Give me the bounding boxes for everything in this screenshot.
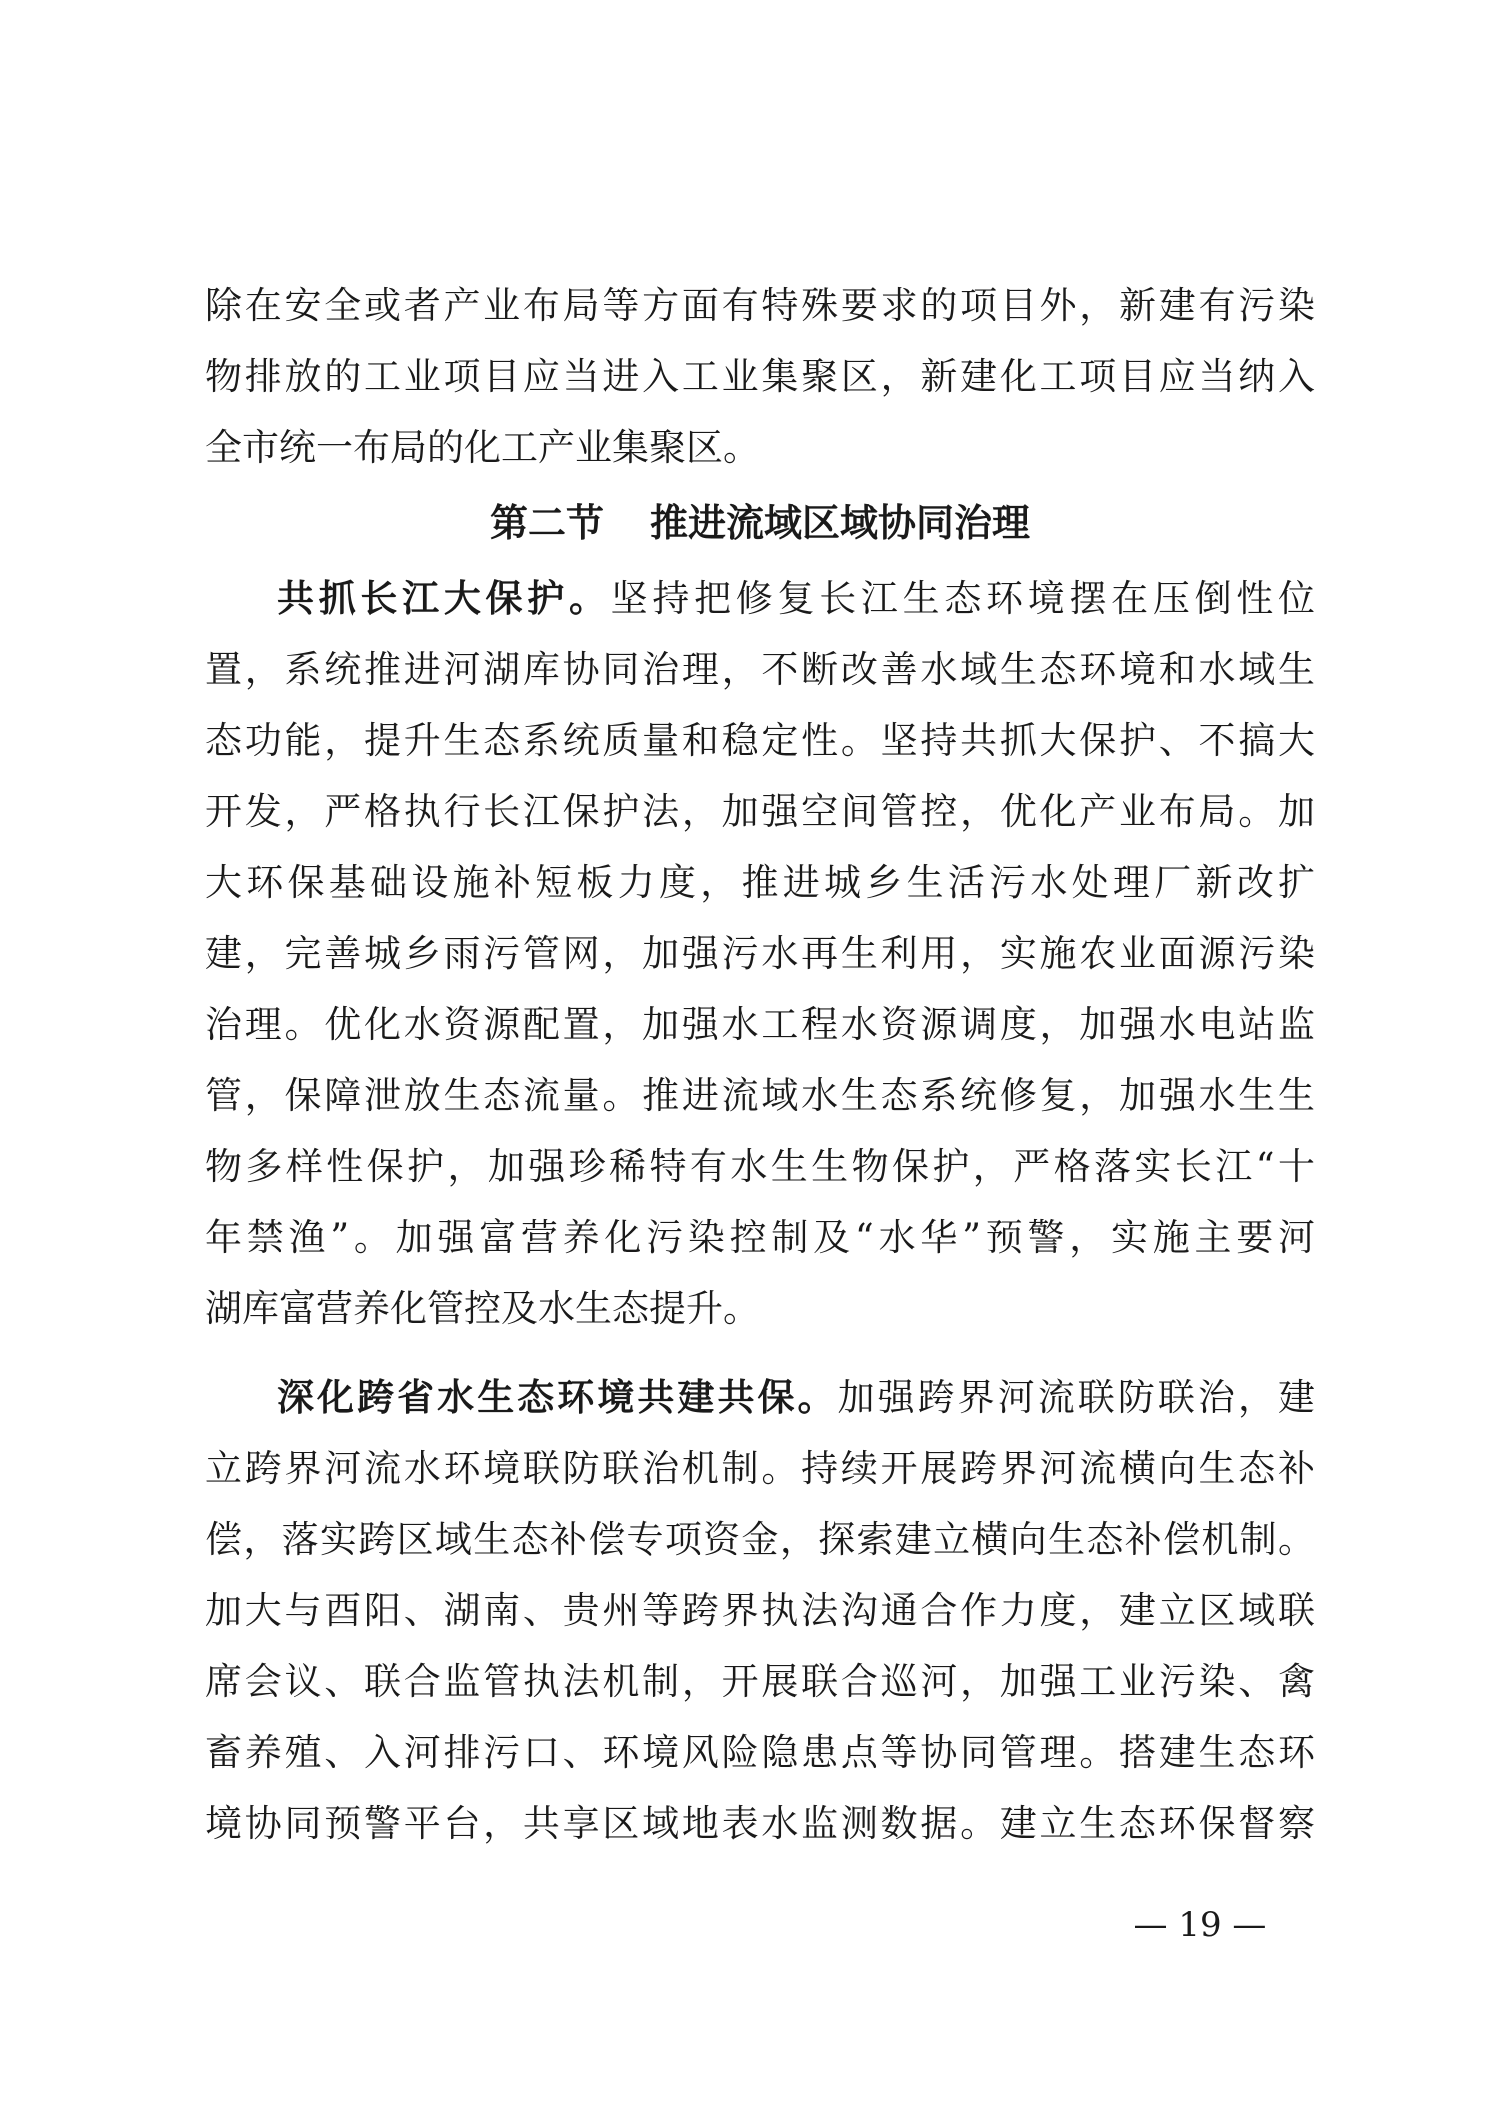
section-heading — [205, 483, 1315, 563]
text-line — [205, 563, 1315, 634]
paragraph-crossprovincial — [205, 1362, 1315, 1859]
paragraph-lead: 共抓长江大保护。 — [277, 577, 611, 620]
text-line: 席会议、联合监管执法机制，开展联合巡河，加强工业污染、禽 — [205, 1660, 1315, 1703]
text-line: 畜养殖、入河排污口、环境风险隐患点等协同管理。搭建生态环 — [205, 1731, 1315, 1774]
section-number: 第二节 — [489, 501, 604, 545]
text-line: 物排放的工业项目应当进入工业集聚区，新建化工项目应当纳入 — [205, 355, 1315, 398]
paragraph-intro — [205, 270, 1315, 483]
text-line: 湖库富营养化管控及水生态提升。 — [205, 1287, 760, 1330]
text-line: 境协同预警平台，共享区域地表水监测数据。建立生态环保督察 — [205, 1802, 1315, 1845]
text-line: 全市统一布局的化工产业集聚区。 — [205, 426, 760, 469]
page-number: — 19 — — [1133, 1905, 1267, 1945]
text-line: 除在安全或者产业布局等方面有特殊要求的项目外，新建有污染 — [205, 284, 1315, 327]
text-line: 偿，落实跨区域生态补偿专项资金，探索建立横向生态补偿机制。 — [205, 1518, 1315, 1561]
text-line-rest: 坚持把修复长江生态环境摆在压倒性位 — [610, 577, 1316, 620]
text-line — [205, 1362, 1315, 1433]
text-line: 态功能，提升生态系统质量和稳定性。坚持共抓大保护、不搞大 — [205, 719, 1315, 762]
text-line: 加大与酉阳、湖南、贵州等跨界执法沟通合作力度，建立区域联 — [205, 1589, 1315, 1632]
paragraph-lead: 深化跨省水生态环境共建共保。 — [277, 1376, 838, 1419]
text-line: 大环保基础设施补短板力度，推进城乡生活污水处理厂新改扩 — [205, 861, 1315, 904]
body-text — [205, 270, 1315, 1859]
section-title: 推进流域区域协同治理 — [650, 501, 1031, 545]
text-line: 物多样性保护，加强珍稀特有水生生物保护，严格落实长江“十 — [205, 1145, 1315, 1188]
text-line: 年禁渔”。加强富营养化污染控制及“水华”预警，实施主要河 — [205, 1216, 1315, 1259]
text-line: 置，系统推进河湖库协同治理，不断改善水域生态环境和水域生 — [205, 648, 1315, 691]
text-line: 立跨界河流水环境联防联治机制。持续开展跨界河流横向生态补 — [205, 1447, 1315, 1490]
text-line: 管，保障泄放生态流量。推进流域水生态系统修复，加强水生生 — [205, 1074, 1315, 1117]
paragraph-yangtze — [205, 563, 1315, 1344]
text-line-rest: 加强跨界河流联防联治，建 — [837, 1376, 1316, 1419]
text-line: 开发，严格执行长江保护法，加强空间管控，优化产业布局。加 — [205, 790, 1315, 833]
text-line: 治理。优化水资源配置，加强水工程水资源调度，加强水电站监 — [205, 1003, 1315, 1046]
text-line: 建，完善城乡雨污管网，加强污水再生利用，实施农业面源污染 — [205, 932, 1315, 975]
